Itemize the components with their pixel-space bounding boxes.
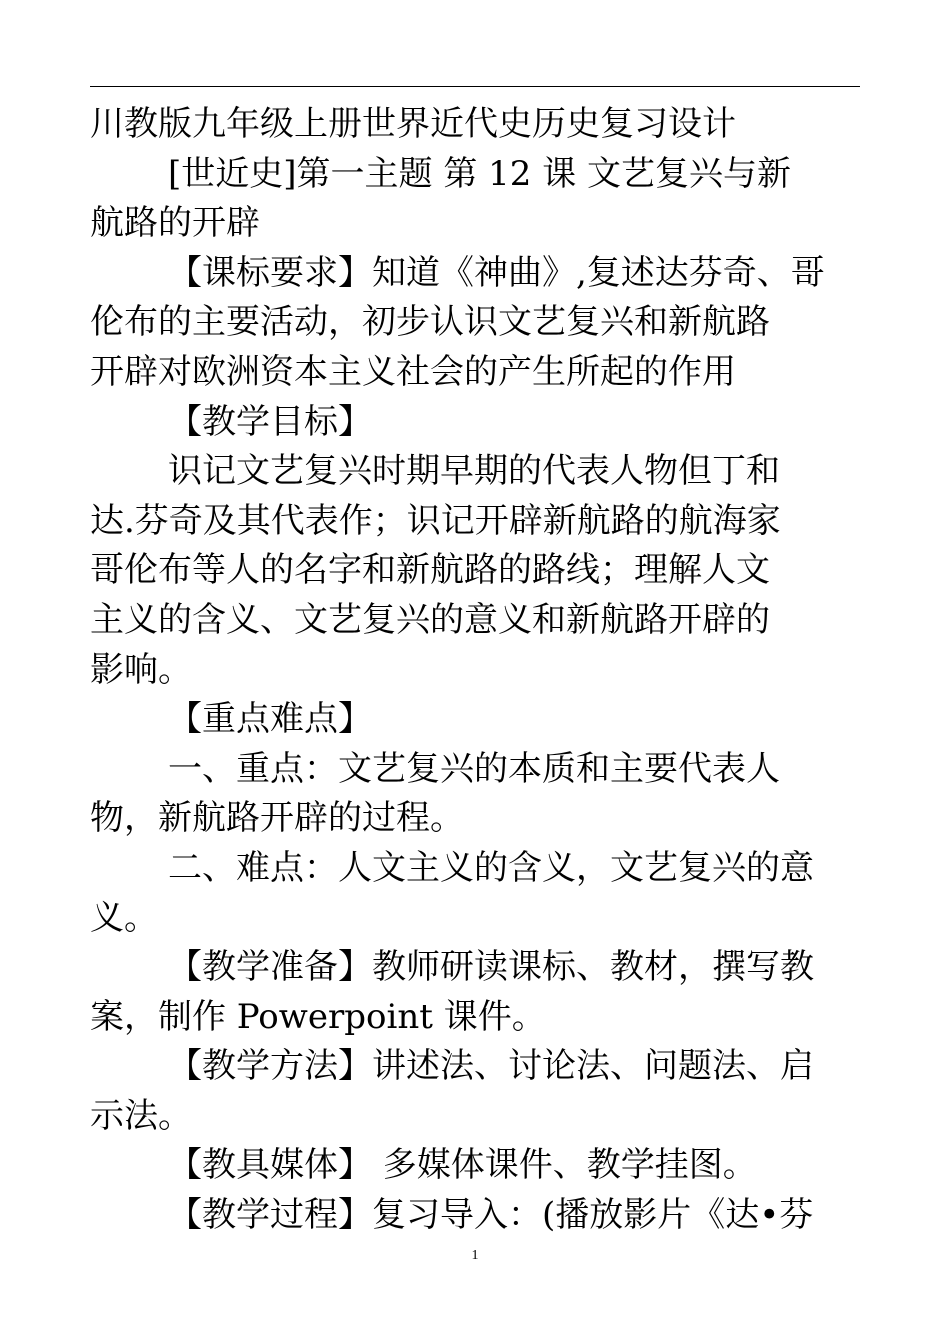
text-line: 【教学过程】复习导入：(播放影片《达•芬 [168,1195,814,1236]
text-line: [世近史]第一主题 第 12 课 文艺复兴与新 [168,153,792,194]
text-line: 示法。 [90,1095,192,1136]
text-line: 一、重点：文艺复兴的本质和主要代表人 [168,748,780,789]
text-line: 航路的开辟 [90,203,260,244]
text-line: 影响。 [90,649,192,690]
text-line: 义。 [90,897,158,938]
text-line: 主义的含义、文艺复兴的意义和新航路开辟的 [90,599,770,640]
document-body [90,100,865,1241]
text-line: 【重点难点】 [168,699,372,740]
text-line: 【教学目标】 [168,401,372,442]
text-line: 【课标要求】知道《神曲》,复述达芬奇、哥 [168,252,825,293]
text-line: 物，新航路开辟的过程。 [90,798,464,839]
text-line: 【教学方法】讲述法、讨论法、问题法、启 [168,1046,814,1087]
text-line: 【教学准备】教师研读课标、教材，撰写教 [168,947,814,988]
text-line: 哥伦布等人的名字和新航路的路线；理解人文 [90,550,770,591]
text-line: 开辟对欧洲资本主义社会的产生所起的作用 [90,351,736,392]
text-line: 伦布的主要活动，初步认识文艺复兴和新航路 [90,302,770,343]
text-line: 识记文艺复兴时期早期的代表人物但丁和 [168,451,780,492]
text-line: 案，制作 Powerpoint 课件。 [90,996,546,1037]
header-rule [90,86,860,87]
text-line: 二、难点：人文主义的含义，文艺复兴的意 [168,847,814,888]
text-line: 达.芬奇及其代表作；识记开辟新航路的航海家 [90,500,781,541]
page-number: 1 [471,1248,479,1263]
text-line: 川教版九年级上册世界近代史历史复习设计 [90,104,736,144]
text-line: 【教具媒体】 多媒体课件、教学挂图。 [168,1145,757,1186]
